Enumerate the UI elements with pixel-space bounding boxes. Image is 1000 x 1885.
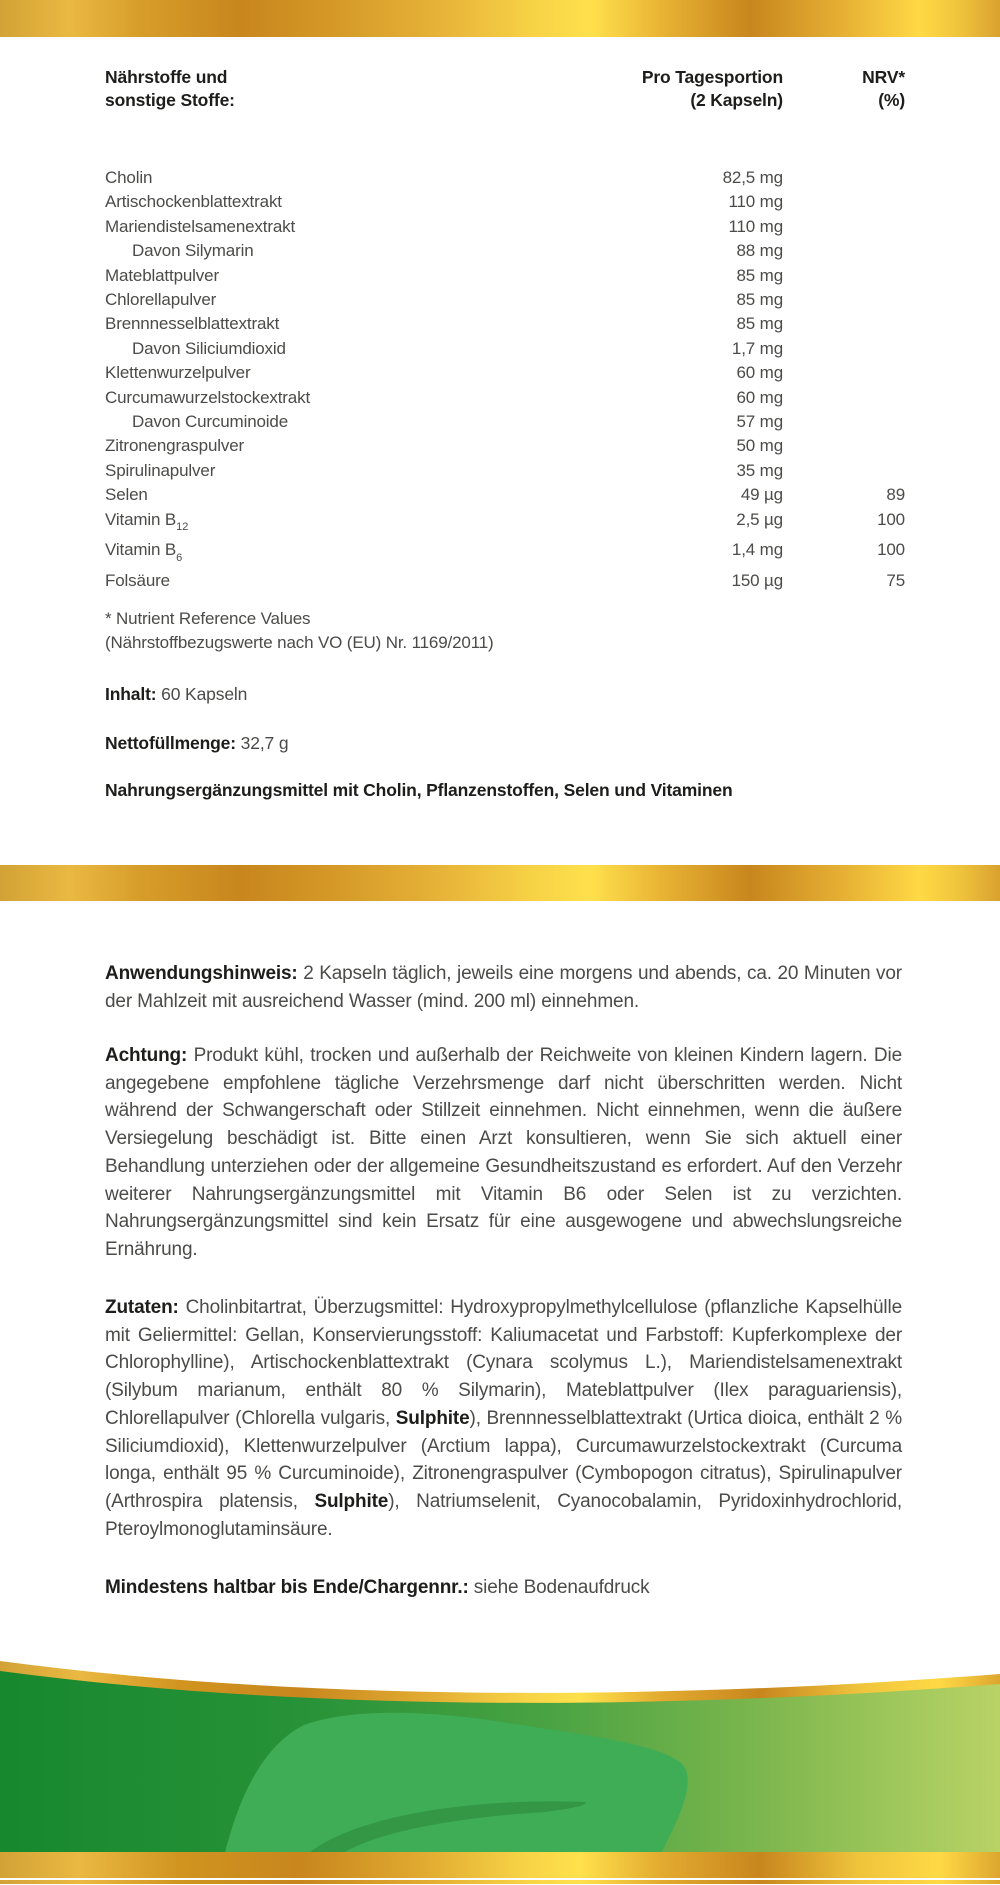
header-name-line1: Nährstoffe und	[105, 67, 228, 87]
nutrient-nrv	[783, 361, 905, 385]
net-weight-value: 32,7 g	[235, 733, 289, 753]
header-amount-line2: (2 Kapseln)	[690, 90, 783, 110]
header-name-line2: sonstige Stoffe:	[105, 90, 235, 110]
nrv-footnote	[105, 607, 902, 656]
best-before-line: Mindestens haltbar bis Ende/Chargennr.: siehe Bodenaufdruck	[105, 1577, 650, 1598]
table-row	[105, 215, 905, 239]
nutrient-amount: 85 mg	[736, 265, 783, 285]
table-header	[105, 66, 905, 112]
nutrient-amount: 82,5 mg	[722, 168, 783, 187]
product-claim-line: Nahrungsergänzungsmittel mit Cholin, Pflanzenstoffen, Selen und Vitaminen	[105, 780, 733, 800]
nutrient-amount: 57 mg	[736, 412, 783, 432]
table-row	[105, 538, 905, 569]
table-row	[105, 569, 905, 593]
top-gold-bar	[0, 0, 1000, 37]
nutrient-amount: 1,4 mg	[731, 540, 783, 560]
table-row	[105, 337, 905, 361]
nutrient-name: Davon Silymarin	[132, 241, 254, 261]
nutrient-name: Artischockenblattextrakt	[105, 192, 282, 212]
header-amount-column	[603, 66, 783, 112]
nrv-footnote-line2: (Nährstoffbezugswerte nach VO (EU) Nr. 1169/2011)	[105, 633, 494, 653]
table-row	[105, 508, 905, 539]
nutrient-nrv	[783, 312, 905, 336]
bottom-white-line	[0, 1878, 1000, 1880]
nutrient-name: Mariendistelsamenextrakt	[105, 216, 296, 236]
nutrient-amount: 49 µg	[740, 485, 783, 505]
nutrient-nrv: 89	[886, 485, 905, 505]
nutrient-amount: 50 mg	[736, 436, 783, 456]
warning-paragraph: Achtung: Produkt kühl, trocken und außerhalb der Reichweite von kleinen Kindern lagern. Die angegebene empfohlene tägliche Verzehrsmenge darf nicht überschritten werden. Nicht während der Schwangerschaft oder Stillzeit einnehmen. Nicht einnehmen, wenn die äußere Versiegelung beschädigt ist. Bitte einen Arzt konsultieren, wenn Sie sich aktuell einer Behandlung unterziehen oder der allgemeine Gesundheitszustand es erfordert. Auf den Verzehr weiterer Nahrungsergänzungsmittel mit Vitamin B6 oder Selen ist zu verzichten. Nahrungsergänzungsmittel sind kein Ersatz für eine ausgewogene und abwechslungsreiche Ernährung.	[105, 1045, 902, 1260]
table-row	[105, 459, 905, 483]
table-row	[105, 361, 905, 385]
table-row	[105, 312, 905, 336]
bottom-decoration	[0, 1640, 1000, 1885]
nutrient-nrv: 100	[877, 540, 905, 560]
table-row	[105, 166, 905, 190]
nutrient-amount: 150 µg	[731, 571, 783, 591]
nutrient-nrv	[783, 190, 905, 214]
content-count-value: 60 Kapseln	[156, 684, 248, 704]
table-row	[105, 434, 905, 458]
content-count-line	[105, 683, 902, 706]
nutrient-nrv	[783, 288, 905, 312]
content-count-label: Inhalt:	[105, 684, 157, 704]
nutrient-nrv: 75	[886, 571, 905, 591]
nutrient-name: Klettenwurzelpulver	[105, 363, 251, 383]
nutrient-name: Curcumawurzelstockextrakt	[105, 387, 311, 407]
nutrient-nrv	[783, 215, 905, 239]
nutrient-amount: 88 mg	[736, 241, 783, 261]
nutrient-nrv	[783, 166, 905, 190]
nutrient-nrv	[783, 410, 905, 434]
nutrient-amount: 110 mg	[728, 192, 783, 212]
nutrient-amount: 110 mg	[728, 216, 783, 236]
nutrient-amount: 60 mg	[736, 387, 783, 407]
nutrient-amount: 2,5 µg	[736, 509, 783, 529]
table-row	[105, 264, 905, 288]
nutrient-amount: 85 mg	[736, 314, 783, 334]
nutrient-name: Cholin	[105, 168, 153, 187]
header-nrv-line2: (%)	[878, 90, 905, 110]
bottom-gold-thin-line	[0, 1880, 1000, 1884]
table-row	[105, 483, 905, 507]
net-weight-line	[105, 732, 902, 755]
usage-paragraph: Anwendungshinweis: 2 Kapseln täglich, jeweils eine morgens und abends, ca. 20 Minuten vor der Mahlzeit mit ausreichend Wasser (mind. 200 ml) einnehmen.	[105, 963, 902, 1012]
nutrient-name: Davon Siliciumdioxid	[132, 338, 286, 358]
table-body	[105, 166, 905, 594]
nutrient-nrv	[783, 239, 905, 263]
nutrient-name: Vitamin $B_6$	[105, 540, 183, 564]
nutrient-name: Davon Curcuminoide	[132, 412, 289, 432]
nutrient-amount: 1,7 mg	[731, 338, 783, 358]
ingredients-paragraph: Zutaten: Cholinbitartrat, Überzugsmittel: Hydroxypropylmethylcellulose (pflanzliche Kapselhülle mit Geliermittel: Gellan, Konservierungsstoff: Kaliumacetat und Farbstoff: Kupferkomplexe der Chlorophylline), Artischockenblattextrakt (Cynara scolymus L.), Mariendistelsamenextrakt (Silybum marianum, enthält 80 % Silymarin), Mateblattpulver (Ilex paraguariensis), Chlorellapulver (Chlorella vulgaris, Sulphite), Brennnesselblattextrakt (Urtica dioica, enthält 2 % Siliciumdioxid), Klettenwurzelpulver (Arctium lappa), Curcumawurzelstockextrakt (Curcuma longa, enthält 95 % Curcuminoide), Zitronengraspulver (Cymbopogon citratus), Spirulinapulver (Arthrospira platensis, Sulphite), Natriumselenit, Cyanocobalamin, Pyridoxinhydrochlorid, Pteroylmonoglutaminsäure.	[105, 1297, 902, 1540]
header-amount-line1: Pro Tagesportion	[641, 67, 783, 87]
nutrient-nrv	[783, 337, 905, 361]
nutrient-nrv: 100	[877, 509, 905, 529]
header-nrv-line1: NRV*	[862, 67, 905, 87]
table-row	[105, 386, 905, 410]
nutrient-name: Selen	[105, 485, 148, 505]
nutrient-nrv	[783, 459, 905, 483]
table-row	[105, 410, 905, 434]
net-weight-label: Nettofüllmenge:	[105, 733, 236, 753]
header-nrv-column	[783, 66, 905, 112]
nutrient-amount: 35 mg	[736, 460, 783, 480]
nutrient-name: Chlorellapulver	[105, 290, 217, 310]
nutrient-amount: 60 mg	[736, 363, 783, 383]
nutrient-nrv	[783, 434, 905, 458]
nutrient-name: Folsäure	[105, 571, 170, 591]
nutrient-name: Zitronengraspulver	[105, 436, 245, 456]
nutrient-name: Mateblattpulver	[105, 265, 219, 285]
nrv-footnote-line1: * Nutrient Reference Values	[105, 609, 311, 628]
table-row	[105, 190, 905, 214]
table-row	[105, 288, 905, 312]
header-name-column	[105, 66, 603, 112]
nutrient-name: Brennnesselblattextrakt	[105, 314, 280, 334]
table-row	[105, 239, 905, 263]
nutrient-amount: 85 mg	[736, 290, 783, 310]
nutrient-nrv	[783, 264, 905, 288]
bottom-gold-bar	[0, 1852, 1000, 1878]
section-divider-gold-band	[0, 865, 1000, 901]
nutrient-nrv	[783, 386, 905, 410]
nutrient-name: Vitamin $B_{12}$	[105, 509, 189, 534]
nutrient-name: Spirulinapulver	[105, 460, 216, 480]
